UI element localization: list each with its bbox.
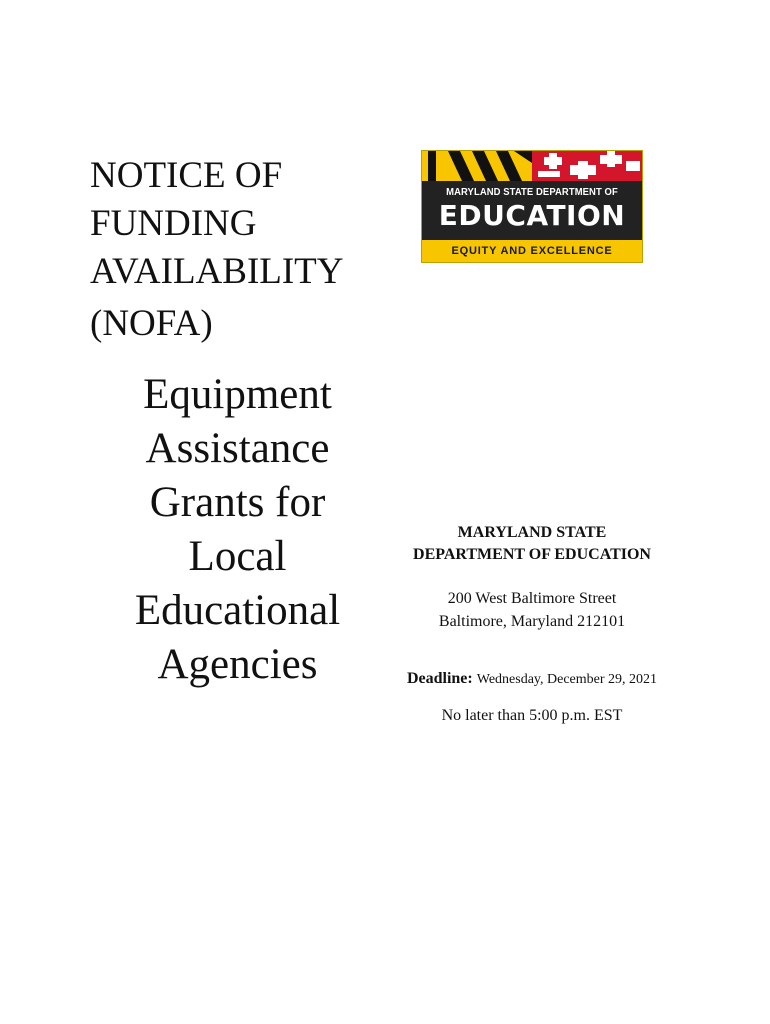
logo-department-text: MARYLAND STATE DEPARTMENT OF: [446, 186, 618, 198]
deadline-time: No later than 5:00 p.m. EST: [441, 707, 623, 724]
logo-tagline-bar: [422, 240, 642, 262]
grant-title-line: Local: [188, 533, 287, 580]
grant-title-line: Grants for: [149, 479, 326, 526]
logo-tagline: EQUITY AND EXCELLENCE: [451, 245, 613, 257]
agency-name-line: MARYLAND STATE: [457, 524, 607, 541]
msde-logo: [421, 150, 643, 263]
logo-education-text: EDUCATION: [438, 199, 626, 232]
maryland-flag-stripe-icon: [422, 151, 642, 181]
notice-title-acronym: (NOFA): [90, 303, 213, 344]
grant-title-line: Agencies: [157, 641, 318, 688]
notice-title-line: AVAILABILITY: [90, 251, 344, 292]
notice-title: [90, 152, 390, 348]
deadline-date: Wednesday, December 29, 2021: [476, 672, 658, 687]
grant-title: [100, 368, 375, 692]
notice-title-line: NOTICE OF: [90, 155, 283, 196]
address-street: 200 West Baltimore Street: [447, 590, 617, 607]
grant-title-line: Equipment: [143, 371, 332, 418]
deadline: [392, 669, 672, 690]
address-city: Baltimore, Maryland 212101: [438, 613, 626, 630]
agency-address: [392, 587, 672, 633]
agency-name-line: DEPARTMENT OF EDUCATION: [413, 546, 651, 563]
agency-name: [392, 522, 672, 566]
notice-title-line: FUNDING: [90, 203, 257, 244]
grant-title-line: Educational: [134, 587, 341, 634]
deadline-label: Deadline:: [406, 670, 473, 687]
grant-title-line: Assistance: [145, 425, 330, 472]
